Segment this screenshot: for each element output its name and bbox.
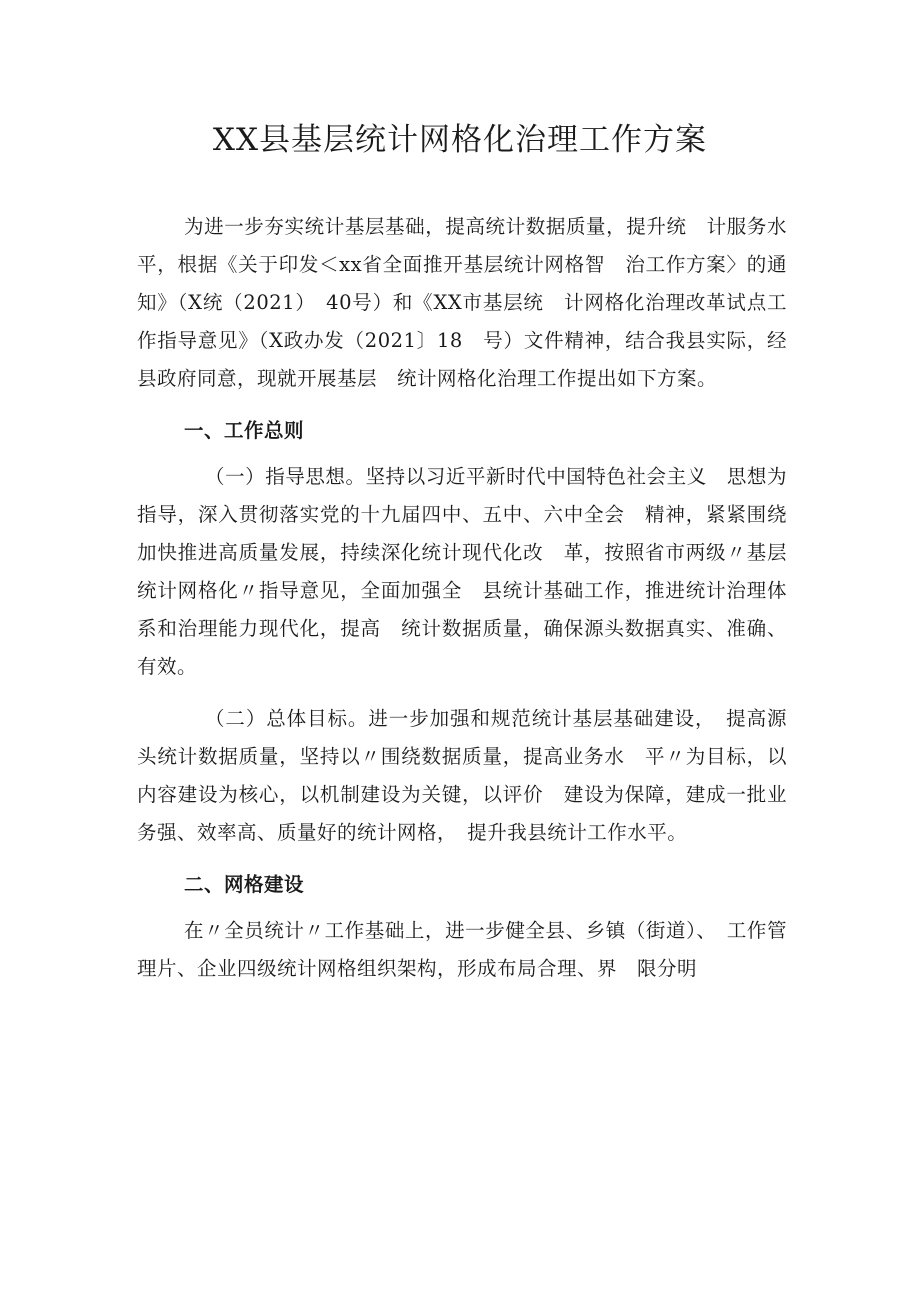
paragraph-overall-goal: （二）总体目标。进一步加强和规范统计基层基础建设， 提高源头统计数据质量，坚持以〃围绕数据质量，提高业务水 平〃为目标，以内容建设为核心，以机制建设为关键，以评价 建设为保障，建成一批业务强、效率高、质量好的统计网格， 提升我县统计工作水平。 bbox=[137, 707, 787, 844]
section-heading-general-principles: 一、工作总则 bbox=[184, 419, 305, 442]
intro-paragraph: 为进一步夯实统计基层基础，提高统计数据质量，提升统 计服务水平，根据《关于印发＜xx省全面推开基层统计网格智 治工作方案〉的通知》（X统（2021） 40号）和《XX市基层统 计网格化治理改革试点工作指导意见》（X政办发（2021〕18 号）文件精神，结合我县实际，经县政府同意，现就开展基层 统计网格化治理工作提出如下方案。 bbox=[137, 215, 787, 390]
document-body bbox=[137, 208, 787, 988]
paragraph-guiding-ideology: （一）指导思想。坚持以习近平新时代中国特色社会主义 思想为指导，深入贯彻落实党的十九届四中、五中、六中全会 精神，紧紧围绕加快推进高质量发展，持续深化统计现代化改 革，按照省市两级〃基层统计网格化〃指导意见，全面加强全 县统计基础工作，推进统计治理体系和治理能力现代化，提高 统计数据质量，确保源头数据真实、准确、有效。 bbox=[137, 465, 787, 678]
document-title: XX县基层统计网格化治理工作方案 bbox=[212, 122, 708, 158]
section-heading-grid-construction: 二、网格建设 bbox=[184, 873, 305, 896]
paragraph-grid-construction: 在〃全员统计〃工作基础上，进一步健全县、乡镇（街道）、 工作管理片、企业四级统计网格组织架构，形成布局合理、界 限分明 bbox=[137, 919, 787, 980]
